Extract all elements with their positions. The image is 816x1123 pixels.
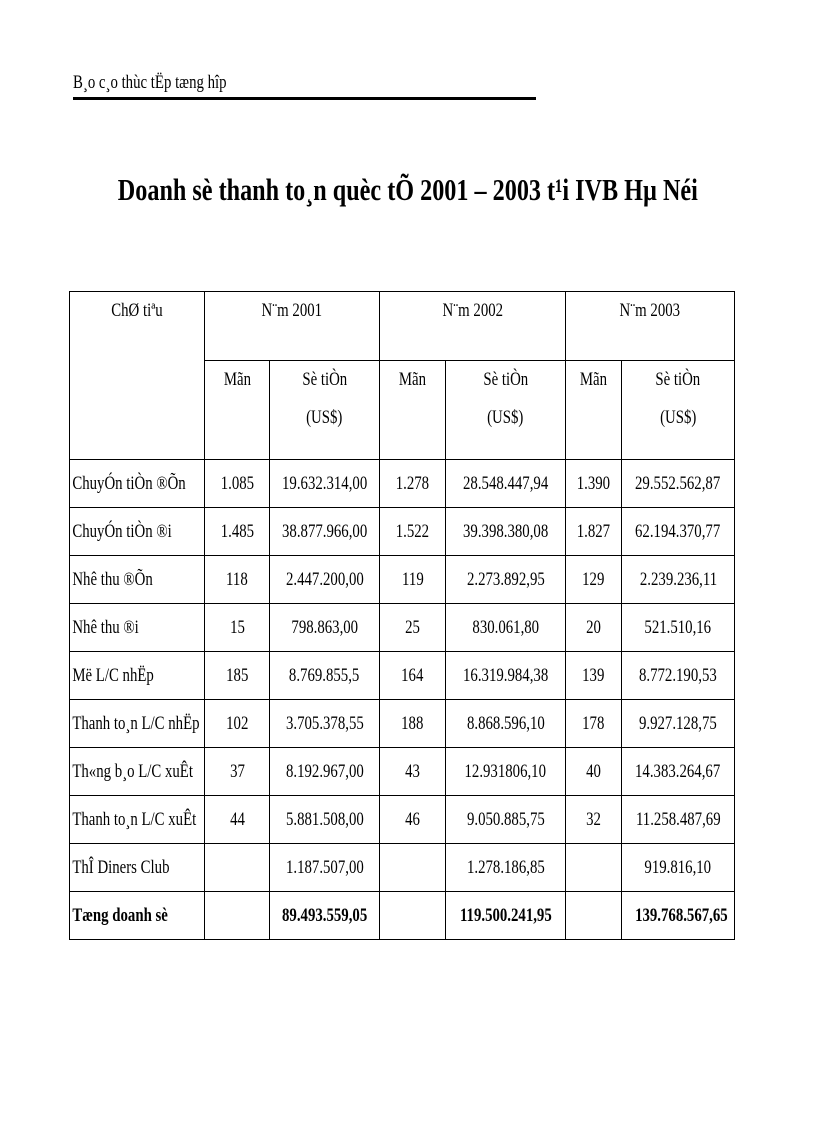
row-label-cell xyxy=(70,460,205,508)
year-label: N¨m 2001 xyxy=(261,300,323,321)
amount-value: 8.192.967,00 xyxy=(285,760,364,782)
count-cell xyxy=(380,748,446,796)
count-cell xyxy=(205,508,270,556)
amount-cell xyxy=(270,796,380,844)
count-cell xyxy=(380,508,446,556)
amount-header-unit: (US$) xyxy=(306,407,343,428)
count-cell xyxy=(566,604,622,652)
total-amount-cell xyxy=(622,892,735,940)
count-cell xyxy=(566,892,622,940)
amount-value: 29.552.562,87 xyxy=(635,472,721,494)
row-header-cell xyxy=(70,292,205,460)
count-cell xyxy=(205,700,270,748)
count-cell xyxy=(380,796,446,844)
total-amount-value: 139.768.567,65 xyxy=(635,904,728,926)
count-cell xyxy=(566,460,622,508)
count-cell xyxy=(205,892,270,940)
count-value: 25 xyxy=(405,616,420,638)
count-cell xyxy=(566,652,622,700)
amount-value: 9.927.128,75 xyxy=(639,712,717,734)
table-total-row xyxy=(70,892,735,940)
count-value: 32 xyxy=(586,808,601,830)
amount-header xyxy=(622,361,735,460)
amount-cell xyxy=(446,508,566,556)
count-value: 1.827 xyxy=(576,520,611,542)
count-value: 40 xyxy=(586,760,601,782)
amount-header-unit: (US$) xyxy=(659,407,697,428)
count-cell xyxy=(566,796,622,844)
count-cell xyxy=(205,652,270,700)
count-cell xyxy=(566,556,622,604)
amount-value: 9.050.885,75 xyxy=(466,808,545,830)
amount-cell xyxy=(446,460,566,508)
count-cell xyxy=(380,844,446,892)
document-title xyxy=(0,172,816,208)
count-value: 102 xyxy=(225,712,249,734)
amount-header-label: Sè tiÒn xyxy=(655,369,701,390)
count-header-label: Mãn xyxy=(398,369,427,390)
amount-cell xyxy=(446,796,566,844)
table-row xyxy=(70,556,735,604)
row-label: ChuyÓn tiÒn ®Õn xyxy=(72,472,186,494)
count-value: 1.522 xyxy=(395,520,430,542)
year-header-2001 xyxy=(205,292,380,361)
count-value: 129 xyxy=(582,568,605,590)
count-value: 188 xyxy=(401,712,424,734)
amount-cell xyxy=(270,844,380,892)
count-cell xyxy=(205,556,270,604)
count-cell xyxy=(380,892,446,940)
year-header-2003 xyxy=(566,292,735,361)
count-header-label: Mãn xyxy=(223,369,251,390)
amount-value: 3.705.378,55 xyxy=(285,712,364,734)
row-label-cell xyxy=(70,652,205,700)
amount-value: 2.273.892,95 xyxy=(466,568,545,590)
amount-value: 16.319.984,38 xyxy=(462,664,549,686)
amount-cell xyxy=(446,700,566,748)
count-cell xyxy=(566,844,622,892)
count-value: 178 xyxy=(582,712,605,734)
count-value: 20 xyxy=(586,616,601,638)
table-row xyxy=(70,508,735,556)
year-header-2002 xyxy=(380,292,566,361)
count-value: 1.390 xyxy=(576,472,611,494)
count-header xyxy=(566,361,622,460)
amount-header-label: Sè tiÒn xyxy=(302,369,347,390)
row-label: Th«ng b¸o L/C xuÊt xyxy=(72,760,193,782)
amount-value: 62.194.370,77 xyxy=(635,520,721,542)
count-cell xyxy=(205,844,270,892)
amount-value: 2.239.236,11 xyxy=(639,568,717,590)
amount-cell xyxy=(622,748,735,796)
amount-value: 830.061,80 xyxy=(472,616,539,638)
amount-value: 919.816,10 xyxy=(644,856,712,878)
amount-value: 798.863,00 xyxy=(291,616,358,638)
table-row xyxy=(70,748,735,796)
count-cell xyxy=(380,460,446,508)
amount-value: 14.383.264,67 xyxy=(635,760,721,782)
table-header-row xyxy=(70,292,735,361)
count-cell xyxy=(380,652,446,700)
count-cell xyxy=(205,796,270,844)
amount-cell xyxy=(446,604,566,652)
count-value: 37 xyxy=(229,760,245,782)
amount-cell xyxy=(622,844,735,892)
amount-value: 38.877.966,00 xyxy=(282,520,368,542)
amount-value: 19.632.314,00 xyxy=(282,472,368,494)
total-amount-value: 119.500.241,95 xyxy=(459,904,552,926)
amount-cell xyxy=(622,796,735,844)
count-value: 119 xyxy=(401,568,424,590)
amount-cell xyxy=(622,604,735,652)
count-value: 164 xyxy=(401,664,424,686)
amount-cell xyxy=(622,652,735,700)
year-label: N¨m 2002 xyxy=(442,300,503,321)
count-value: 118 xyxy=(226,568,248,590)
amount-header-unit: (US$) xyxy=(487,407,524,428)
row-header-label: ChØ tiªu xyxy=(111,300,163,321)
table-row xyxy=(70,844,735,892)
amount-value: 1.187.507,00 xyxy=(285,856,364,878)
amount-cell xyxy=(622,460,735,508)
amount-cell xyxy=(270,748,380,796)
count-value: 185 xyxy=(225,664,249,686)
amount-value: 521.510,16 xyxy=(644,616,712,638)
revenue-table xyxy=(69,291,735,940)
table-row xyxy=(70,652,735,700)
amount-header xyxy=(270,361,380,460)
amount-cell xyxy=(270,508,380,556)
amount-header xyxy=(446,361,566,460)
amount-value: 8.772.190,53 xyxy=(639,664,717,686)
amount-cell xyxy=(622,700,735,748)
row-label-cell xyxy=(70,556,205,604)
count-value: 46 xyxy=(405,808,420,830)
count-cell xyxy=(380,604,446,652)
count-cell xyxy=(380,556,446,604)
count-value: 1.278 xyxy=(395,472,430,494)
amount-value: 5.881.508,00 xyxy=(285,808,364,830)
count-cell xyxy=(566,700,622,748)
row-label-cell xyxy=(70,844,205,892)
count-cell xyxy=(205,460,270,508)
amount-cell xyxy=(446,652,566,700)
amount-cell xyxy=(446,556,566,604)
amount-cell xyxy=(622,508,735,556)
page-header-text: B¸o c¸o thùc tËp tæng hîp xyxy=(73,72,227,93)
total-label-cell xyxy=(70,892,205,940)
table-row xyxy=(70,460,735,508)
count-header-label: Mãn xyxy=(579,369,608,390)
total-label: Tæng doanh sè xyxy=(72,904,168,926)
amount-cell xyxy=(622,556,735,604)
row-label: Nhê thu ®Õn xyxy=(72,568,153,590)
amount-value: 28.548.447,94 xyxy=(462,472,549,494)
table-row xyxy=(70,700,735,748)
row-label: Më L/C nhËp xyxy=(72,664,154,686)
row-label-cell xyxy=(70,604,205,652)
document-title-text: Doanh sè thanh to¸n quèc tÕ 2001 – 2003 t¹i IVB Hµ Néi xyxy=(117,172,699,207)
count-header xyxy=(380,361,446,460)
amount-cell xyxy=(446,844,566,892)
amount-header-label: Sè tiÒn xyxy=(483,369,528,390)
amount-value: 11.258.487,69 xyxy=(635,808,721,830)
amount-value: 39.398.380,08 xyxy=(462,520,549,542)
count-value: 15 xyxy=(229,616,245,638)
count-cell xyxy=(205,748,270,796)
amount-value: 1.278.186,85 xyxy=(466,856,545,878)
row-label: Thanh to¸n L/C xuÊt xyxy=(72,808,197,830)
header-rule xyxy=(73,97,536,100)
row-label-cell xyxy=(70,700,205,748)
count-value: 139 xyxy=(582,664,605,686)
count-cell xyxy=(566,748,622,796)
amount-cell xyxy=(270,700,380,748)
count-header xyxy=(205,361,270,460)
row-label-cell xyxy=(70,796,205,844)
row-label: Nhê thu ®i xyxy=(72,616,139,638)
amount-cell xyxy=(270,652,380,700)
count-value: 1.485 xyxy=(220,520,254,542)
row-label: ChuyÓn tiÒn ®i xyxy=(72,520,172,542)
count-value: 43 xyxy=(405,760,420,782)
amount-cell xyxy=(446,748,566,796)
count-cell xyxy=(205,604,270,652)
amount-value: 8.868.596,10 xyxy=(466,712,545,734)
total-amount-cell xyxy=(446,892,566,940)
amount-value: 12.931806,10 xyxy=(464,760,547,782)
row-label-cell xyxy=(70,748,205,796)
table-row xyxy=(70,604,735,652)
amount-cell xyxy=(270,460,380,508)
row-label: Thanh to¸n L/C nhËp xyxy=(72,712,200,734)
year-label: N¨m 2003 xyxy=(619,300,681,321)
amount-cell xyxy=(270,556,380,604)
table-row xyxy=(70,796,735,844)
count-value: 44 xyxy=(229,808,245,830)
total-amount-value: 89.493.559,05 xyxy=(282,904,368,926)
count-cell xyxy=(566,508,622,556)
amount-cell xyxy=(270,604,380,652)
total-amount-cell xyxy=(270,892,380,940)
count-value: 1.085 xyxy=(220,472,254,494)
amount-value: 2.447.200,00 xyxy=(285,568,364,590)
count-cell xyxy=(380,700,446,748)
row-label-cell xyxy=(70,508,205,556)
amount-value: 8.769.855,5 xyxy=(289,664,360,686)
row-label: ThÎ Diners Club xyxy=(72,856,170,878)
